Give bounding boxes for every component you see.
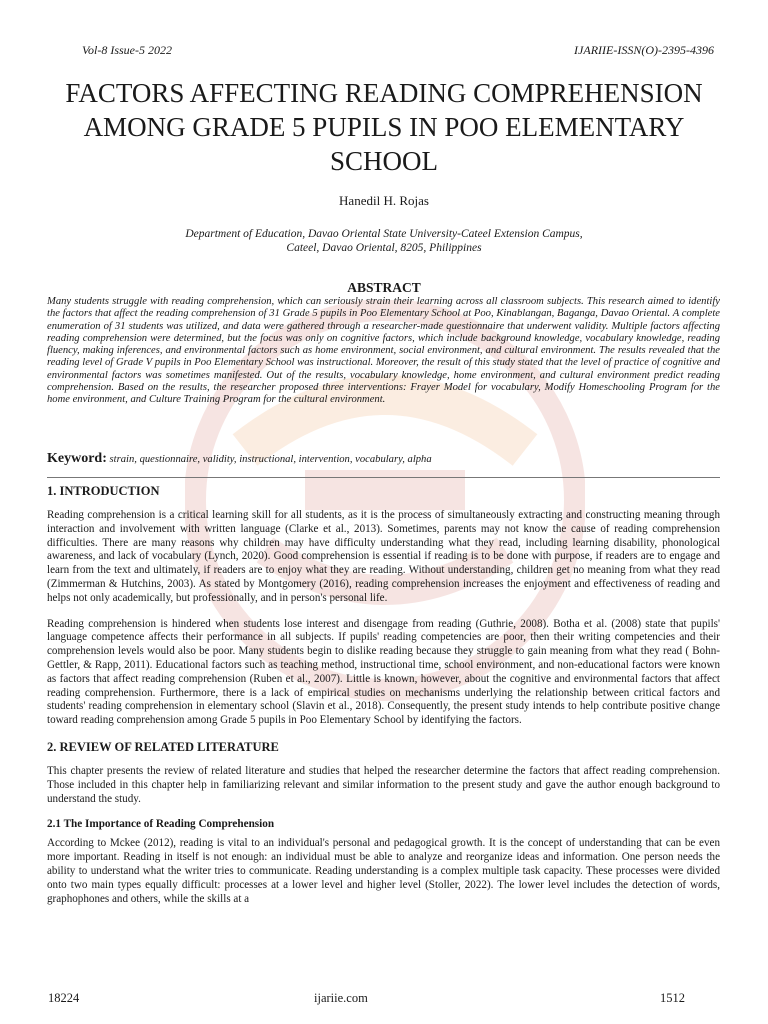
journal-site: ijariie.com [314,991,368,1005]
affiliation-line-1: Department of Education, Davao Oriental State University-Cateel Extension Campus, [185,228,583,240]
keyword-label: Keyword: [47,451,107,466]
subsection-paragraph-1: According to Mckee (2012), reading is vital to an individual's personal and pedagogical growth. It is the concept of understanding that can be even more important. Reading in itself is not enough: an individual must be able to analyze and reorganize ideas and information. One person needs the ability to understand what the writer tries to communicate. Reading understanding is a complex multiple task capacity. These processes were divided onto two main types equally difficult: processes at a lower level and higher level (Stoller, 2022). The lower level includes the detection of words, graphophones and others, while the skills at a [47,837,720,905]
volume-issue: Vol-8 Issue-5 2022 [82,43,172,57]
paper-id: 18224 [48,991,80,1005]
keywords-line [47,451,727,467]
subsection-heading: 2.1 The Importance of Reading Comprehension [47,818,275,831]
running-header [82,43,714,59]
review-heading: 2. REVIEW OF RELATED LITERATURE [47,739,279,754]
author-name: Hanedil H. Rojas [339,193,429,208]
paper-body [47,484,720,918]
review-paragraph-1: This chapter presents the review of related literature and studies that helped the researcher determine the factors that affect reading comprehension. Those included in this chapter help in familiarizing relevant and similar information to the present study and gave the author enough background to understand the study. [47,764,720,805]
introduction-paragraph-1: Reading comprehension is a critical learning skill for all students, as it is the process of simultaneously extracting and constructing meaning through interaction and involvement with written language (Clarke et al., 2013). Sometimes, parents may not know the cause of reading comprehension difficulties. There are many reasons why children may have difficulty understanding what they read, including learning disability, phonological awareness, and lack of vocabulary (Lynch, 2020). Good comprehension is essential if reading is to be done with purpose, if readers are to engage and learn from the text and ultimately, if readers are to enjoy what they are reading. Without understanding, children get no meaning from what they read (Zimmerman & Hutchins, 2003). As stated by Montgomery (2016), reading comprehension increases the enjoyment and effectiveness of reading and helps not only academically, but professionally, and in person's personal life. [47,509,720,604]
author-affiliation [60,227,708,255]
keyword-list: strain, questionnaire, validity, instructional, intervention, vocabulary, alpha [109,454,432,465]
page-number: 1512 [660,991,685,1005]
journal-issn: IJARIIE-ISSN(O)-2395-4396 [574,43,714,57]
abstract-heading: ABSTRACT [347,280,421,295]
introduction-paragraph-2: Reading comprehension is hindered when students lose interest and disengage from reading (Guthrie, 2008). Botha et al. (2008) state that pupils' language competence affects their performance in all subjects. If pupils' reading competencies are poor, then their writing competencies and their comprehension levels would also be poor. Many students begin to dislike reading because they struggle to gain meaning from what they read ( Bohn- Gettler, & Rapp, 2011). Educational factors such as teaching method, instructional time, school environment, and non-educational factors were known as factors that affect reading comprehension (Ruben et al., 2007). Little is known, however, about the cognitive and environmental factors that affect reading comprehension. Furthermore, there is a lack of empirical studies on mechanisms underlying the relationship between critical factors and students' reading comprehension in elementary school (Slavin et al., 2018). Consequently, the present study intends to help contribute positive change toward reading comprehension among Grade 5 pupils in Poo Elementary School by identifying the factors. [47,617,720,727]
introduction-heading: 1. INTRODUCTION [47,484,160,498]
paper-title: FACTORS AFFECTING READING COMPREHENSION AMONG GRADE 5 PUPILS IN POO ELEMENTARY SCHOOL [65,78,703,176]
affiliation-line-2: Cateel, Davao Oriental, 8205, Philippines [286,242,482,254]
section-divider [47,477,720,478]
page-footer [48,991,720,1007]
abstract-text: Many students struggle with reading comprehension, which can seriously strain their learning across all classroom subjects. This research aimed to identify the factors that affect the reading comprehension of 31 Grade 5 pupils in Poo Elementary School at Poo, Kinablangan, Baganga, Davao Oriental. A complete enumeration of 31 students was utilized, and data were gathered through a researcher-made questionnaire that underwent validity. Multiple factors affecting reading comprehension were determined, but the focus was only on cognitive factors, which include background knowledge, vocabulary knowledge, reading fluency, making inferences, and environmental factors such as home environment, social environment, and cultural environment. The results revealed that the reading level of Grade V pupils in Poo Elementary School was instructional. Moreover, the result of this study stated that the level of practice of cognitive and environmental factors was sometimes manifested. Out of the results, vocabulary knowledge, home environment, and cultural environment predict reading comprehension. Based on the results, the researcher proposed three interventions: Frayer Model for vocabulary, Modify Homeschooling Program for the home environment, and Culture Training Program for the cultural environment. [47,296,720,406]
